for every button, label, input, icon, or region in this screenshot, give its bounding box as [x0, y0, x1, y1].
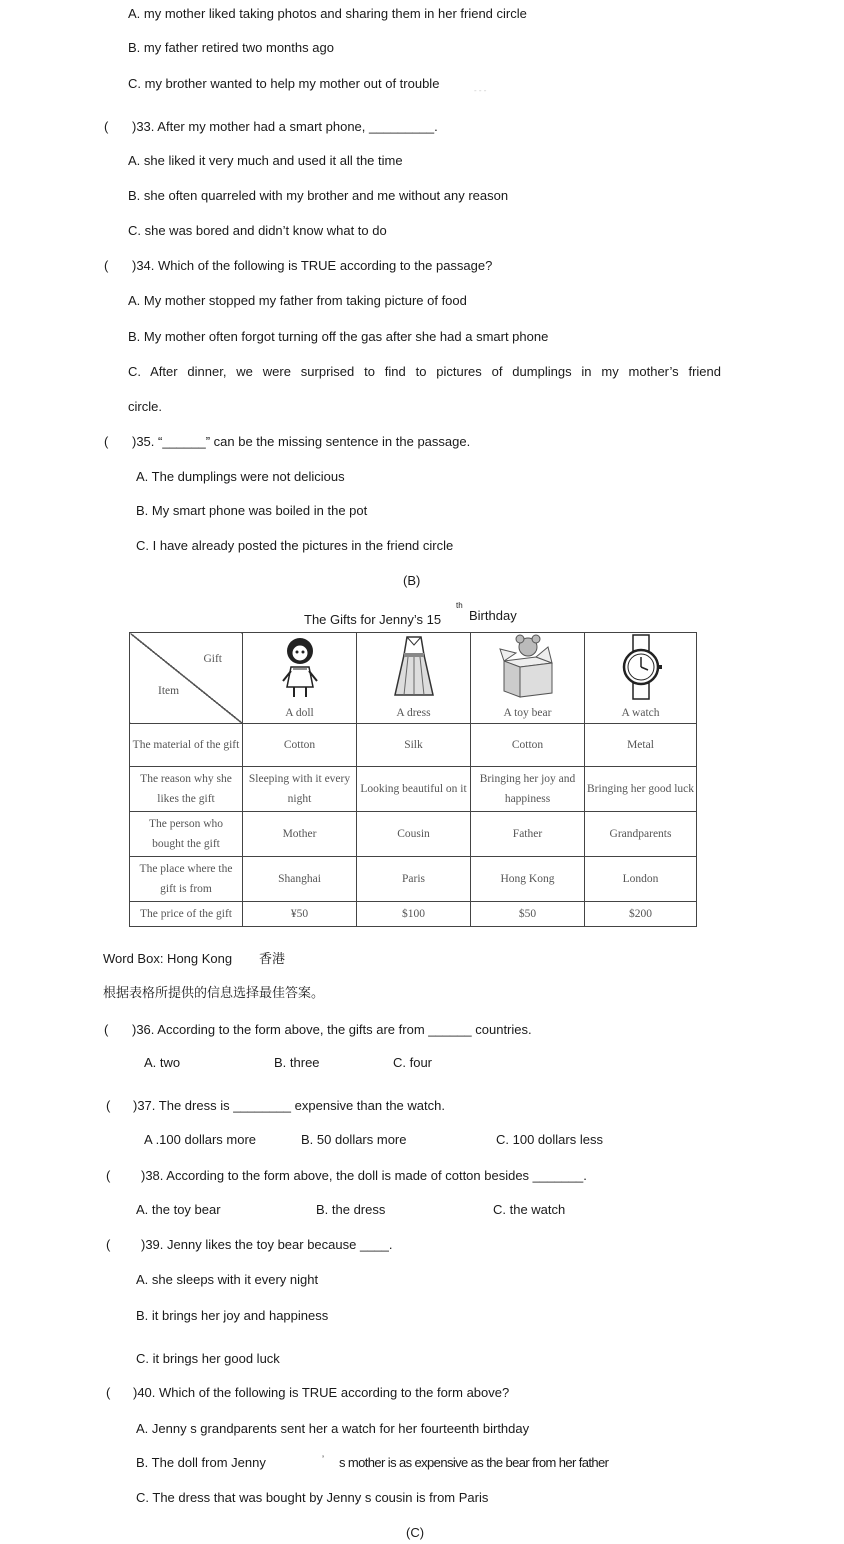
table-row: [130, 902, 697, 927]
q36-stem: )36. According to the form above, the gifts are from ______ countries.: [132, 1022, 532, 1037]
table-cell: Paris: [357, 857, 471, 902]
table-row: [130, 724, 697, 767]
q38-option-a: A. the toy bear: [136, 1202, 221, 1217]
table-cell: Hong Kong: [471, 857, 585, 902]
table-cell: $200: [585, 902, 697, 927]
q36-paren: (: [104, 1022, 109, 1037]
q38-option-b: B. the dress: [316, 1202, 386, 1217]
gift-name-watch: A watch: [621, 707, 660, 719]
table-cell: Cotton: [471, 724, 585, 767]
q33-stem: )33. After my mother had a smart phone, _________.: [132, 119, 438, 134]
q37-paren: (: [106, 1098, 111, 1113]
section-c-heading: (C): [406, 1525, 425, 1540]
q38-option-c: C. the watch: [493, 1202, 566, 1217]
table-title-superscript: th: [456, 601, 463, 610]
q36-option-b: B. three: [274, 1055, 320, 1070]
row-label-material: The material of the gift: [130, 724, 243, 767]
q37-option-c: C. 100 dollars less: [496, 1132, 603, 1147]
table-cell: Metal: [585, 724, 697, 767]
table-cell: Sleeping with it every night: [243, 767, 357, 812]
row-label-place: The place where the gift is from: [130, 857, 243, 902]
q40-option-a: A. Jenny s grandparents sent her a watch for her fourteenth birthday: [136, 1421, 530, 1436]
q40-option-b-apostrophe: ’: [322, 1454, 324, 1464]
q37-stem: )37. The dress is ________ expensive than the watch.: [133, 1098, 445, 1113]
gift-toy-bear-cell: [471, 633, 585, 724]
q34-option-a: A. My mother stopped my father from taking picture of food: [128, 293, 467, 308]
gift-watch-cell: [585, 633, 697, 724]
q38-paren: (: [106, 1168, 111, 1183]
q32-option-a: A. my mother liked taking photos and sharing them in her friend circle: [128, 6, 527, 21]
table-cell: Cotton: [243, 724, 357, 767]
q37-option-b: B. 50 dollars more: [301, 1132, 407, 1147]
row-label-buyer: The person who bought the gift: [130, 812, 243, 857]
q35-option-b: B. My smart phone was boiled in the pot: [136, 503, 368, 518]
table-cell: Grandparents: [585, 812, 697, 857]
q34-paren: (: [104, 258, 109, 273]
table-cell: London: [585, 857, 697, 902]
instruction-text: 根据表格所提供的信息选择最佳答案。: [103, 985, 325, 1000]
q32-option-b: B. my father retired two months ago: [128, 40, 334, 55]
header-gift: Gift: [203, 653, 222, 665]
table-cell: Bringing her good luck: [585, 767, 697, 812]
table-row: [130, 767, 697, 812]
q40-option-b: B. The doll from Jenny: [136, 1455, 266, 1470]
q34-option-c-continued: circle.: [128, 399, 162, 414]
word-box-chinese: 香港: [259, 951, 286, 966]
q36-option-a: A. two: [144, 1055, 181, 1070]
gift-table: [129, 632, 697, 927]
q34-option-c: C. After dinner, we were surprised to find to pictures of dumplings in my mother’s friend: [128, 364, 721, 379]
q40-option-c: C. The dress that was bought by Jenny s cousin is from Paris: [136, 1490, 489, 1505]
word-box-label: Word Box: Hong Kong: [103, 951, 233, 966]
q39-option-c: C. it brings her good luck: [136, 1351, 280, 1366]
table-cell: Father: [471, 812, 585, 857]
q40-stem: )40. Which of the following is TRUE according to the form above?: [133, 1385, 510, 1400]
table-row: [130, 857, 697, 902]
q37-option-a: A .100 dollars more: [144, 1132, 257, 1147]
toy-bear-box-icon: [498, 633, 558, 701]
gift-dress-cell: [357, 633, 471, 724]
watch-icon: [618, 633, 664, 701]
q39-paren: (: [106, 1237, 111, 1252]
q39-stem: )39. Jenny likes the toy bear because ____.: [141, 1237, 393, 1252]
row-label-price: The price of the gift: [130, 902, 243, 927]
gift-name-doll: A doll: [285, 707, 314, 719]
table-cell: Mother: [243, 812, 357, 857]
q33-paren: (: [104, 119, 109, 134]
q34-option-b: B. My mother often forgot turning off the gas after she had a smart phone: [128, 329, 549, 344]
table-cell: Shanghai: [243, 857, 357, 902]
gift-name-dress: A dress: [396, 707, 431, 719]
header-item: Item: [158, 685, 180, 697]
q39-option-a: A. she sleeps with it every night: [136, 1272, 319, 1287]
q38-stem: )38. According to the form above, the doll is made of cotton besides _______.: [141, 1168, 587, 1183]
dress-icon: [391, 633, 437, 701]
q35-stem: )35. “______” can be the missing sentence in the passage.: [132, 434, 471, 449]
q35-paren: (: [104, 434, 109, 449]
q34-stem: )34. Which of the following is TRUE according to the passage?: [132, 258, 493, 273]
gift-doll-cell: [243, 633, 357, 724]
q33-option-c: C. she was bored and didn’t know what to do: [128, 223, 387, 238]
q35-option-a: A. The dumplings were not delicious: [136, 469, 345, 484]
table-cell: $100: [357, 902, 471, 927]
q40-option-b-continued: s mother is as expensive as the bear from her father: [339, 1455, 609, 1470]
gift-name-toy-bear: A toy bear: [503, 707, 552, 719]
table-corner-cell: [130, 633, 243, 724]
q36-option-c: C. four: [393, 1055, 433, 1070]
table-cell: Silk: [357, 724, 471, 767]
q40-paren: (: [106, 1385, 111, 1400]
q35-option-c: C. I have already posted the pictures in the friend circle: [136, 538, 454, 553]
doll-icon: [277, 633, 323, 701]
table-cell: Bringing her joy and happiness: [471, 767, 585, 812]
table-cell: Cousin: [357, 812, 471, 857]
q33-option-b: B. she often quarreled with my brother and me without any reason: [128, 188, 509, 203]
q32-option-c: C. my brother wanted to help my mother out of trouble: [128, 76, 440, 91]
q33-option-a: A. she liked it very much and used it all the time: [128, 153, 403, 168]
table-cell: Looking beautiful on it: [357, 767, 471, 812]
table-cell: ¥50: [243, 902, 357, 927]
scan-mark: - - -: [474, 86, 487, 95]
row-label-reason: The reason why she likes the gift: [130, 767, 243, 812]
table-row: [130, 812, 697, 857]
section-b-heading: (B): [403, 573, 421, 588]
q39-option-b: B. it brings her joy and happiness: [136, 1308, 329, 1323]
table-cell: $50: [471, 902, 585, 927]
table-title: The Gifts for Jenny’s 15: [304, 612, 442, 627]
table-title-end: Birthday: [469, 608, 517, 623]
